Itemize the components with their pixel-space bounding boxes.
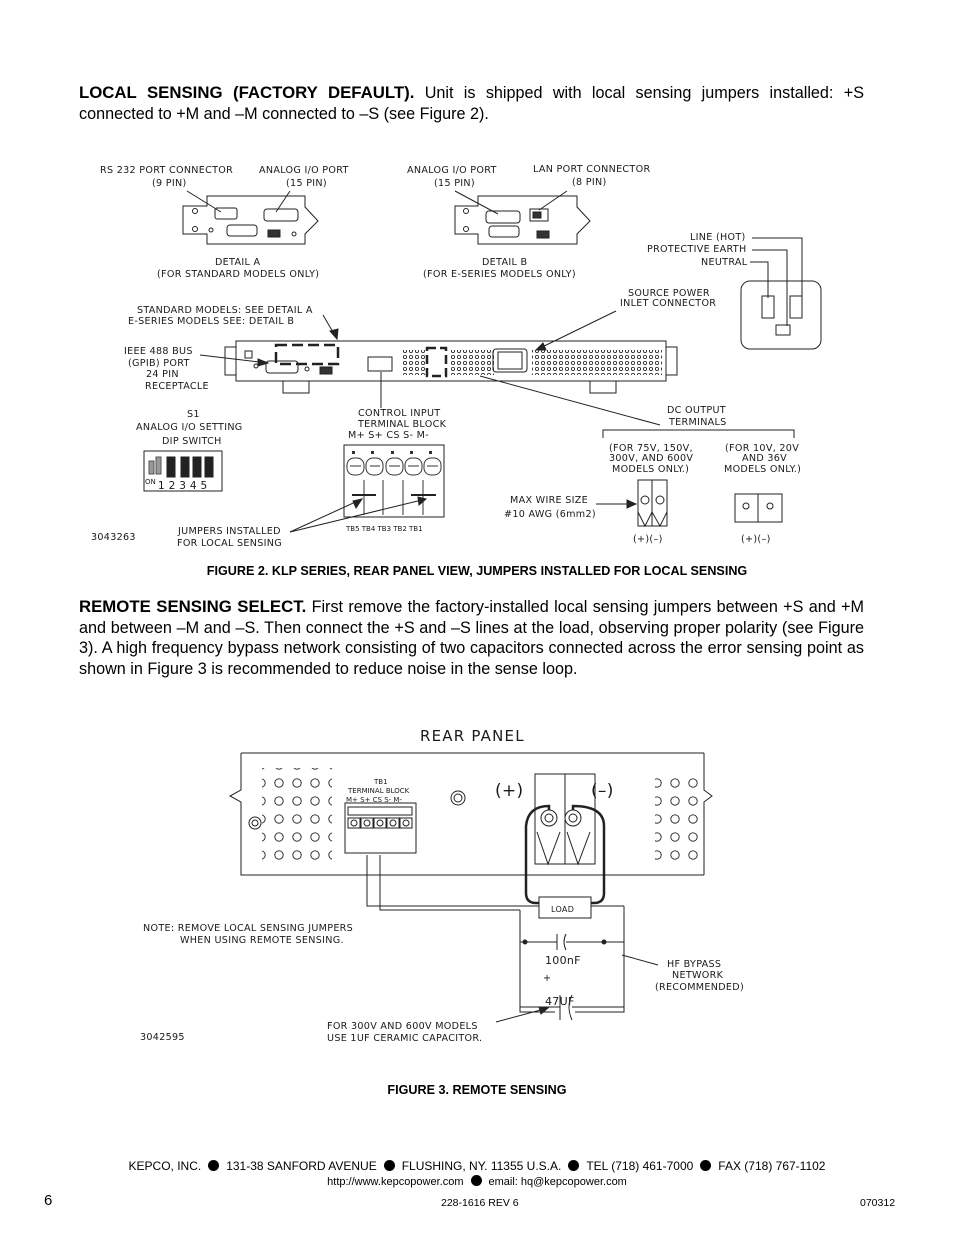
local-sensing-heading: LOCAL SENSING (FACTORY DEFAULT).: [79, 83, 415, 102]
label-detail-b: DETAIL B: [482, 257, 528, 268]
label-rear-panel: REAR PANEL: [420, 727, 525, 745]
label-load: LOAD: [551, 905, 575, 914]
label-and-36v: AND 36V: [742, 453, 788, 464]
label-neutral: NEUTRAL: [701, 257, 748, 268]
label-awg: #10 AWG (6mm2): [504, 509, 596, 520]
label-cap-plus: +: [543, 973, 552, 984]
label-rs232-pins: (9 PIN): [152, 178, 187, 189]
bullet-icon: [384, 1160, 395, 1171]
figure-3-caption: FIGURE 3. REMOTE SENSING: [387, 1083, 567, 1097]
footer-address-line: [0, 1159, 954, 1173]
footer-city: FLUSHING, NY. 11355 U.S.A.: [401, 1159, 562, 1173]
label-plus: (+): [495, 781, 524, 801]
label-tb1: TB1: [374, 778, 388, 786]
label-max-wire: MAX WIRE SIZE: [510, 495, 589, 506]
label-gpib: (GPIB) PORT: [128, 358, 190, 369]
label-dc-output: DC OUTPUT: [667, 405, 726, 416]
label-lan: LAN PORT CONNECTOR: [533, 164, 651, 175]
label-for-local-sensing: FOR LOCAL SENSING: [177, 538, 282, 549]
label-dc-terminals: TERMINALS: [669, 417, 727, 428]
footer-website-link[interactable]: http://www.kepcopower.com: [327, 1176, 464, 1188]
doc-revision: 228-1616 REV 6: [441, 1197, 519, 1209]
footer-street: 131-38 SANFORD AVENUE: [226, 1159, 377, 1173]
label-jumpers-installed: JUMPERS INSTALLED: [178, 526, 281, 537]
footer-company: KEPCO, INC.: [128, 1159, 202, 1173]
label-control-input: CONTROL INPUT: [358, 408, 441, 419]
label-ieee488: IEEE 488 BUS: [124, 346, 193, 357]
figure-2-caption: FIGURE 2. KLP SERIES, REAR PANEL VIEW, JUMPERS INSTALLED FOR LOCAL SENSING: [206, 564, 748, 578]
label-hf-bypass: HF BYPASS: [667, 959, 722, 970]
footer-email-link[interactable]: email: hq@kepcopower.com: [488, 1176, 627, 1188]
label-polarity-1: (+)(–): [633, 534, 663, 545]
label-models-only-2: MODELS ONLY.): [724, 464, 802, 475]
label-standard-models: STANDARD MODELS: SEE DETAIL A: [137, 305, 313, 316]
label-detail-b-note: (FOR E-SERIES MODELS ONLY): [423, 269, 576, 280]
bullet-icon: [700, 1160, 711, 1171]
remote-sensing-text: First remove the factory-installed local sensing jumpers between +S and +M and between –M and –S. Then connect the +S and –S lines at the load, observing proper polarity (see Figure 3). A high frequency bypass network consisting of two capacitors connected across the error sensing point as shown in Figure 3 is recommended to reduce noise in the sense loop.: [79, 598, 864, 678]
label-24pin: 24 PIN: [146, 369, 179, 380]
label-receptacle: RECEPTACLE: [145, 381, 209, 392]
label-s1: S1: [187, 409, 200, 420]
bullet-icon: [471, 1175, 482, 1186]
label-analog-b: ANALOG I/O PORT: [407, 165, 497, 176]
label-pin-names: M+ S+ CS S- M-: [348, 430, 429, 441]
label-inlet-connector: INLET CONNECTOR: [620, 298, 717, 309]
label-dip-numbers: 1 2 3 4 5: [158, 480, 208, 492]
label-analog-setting: ANALOG I/O SETTING: [136, 422, 243, 433]
label-tb-numbers: TB5 TB4 TB3 TB2 TB1: [346, 525, 423, 533]
label-lan-pins: (8 PIN): [572, 177, 607, 188]
label-fig3-terminal-block: TERMINAL BLOCK: [348, 787, 410, 795]
label-detail-a: DETAIL A: [215, 257, 261, 268]
label-eseries-models: E-SERIES MODELS SEE: DETAIL B: [128, 316, 295, 327]
label-note-2: WHEN USING REMOTE SENSING.: [180, 935, 344, 946]
label-protective-earth: PROTECTIVE EARTH: [647, 244, 747, 255]
label-use-1uf: USE 1UF CERAMIC CAPACITOR.: [327, 1033, 483, 1044]
footer-web-line: [0, 1175, 954, 1188]
label-minus: (–): [591, 781, 614, 801]
label-300v-600v: 300V, AND 600V: [609, 453, 694, 464]
label-recommended: (RECOMMENDED): [655, 982, 744, 993]
label-fig3-pins: M+ S+ CS S- M-: [346, 796, 402, 804]
label-dip-on: ON: [145, 478, 156, 486]
label-cap-47uf: 47UF: [545, 995, 575, 1008]
label-for-75v: (FOR 75V, 150V,: [609, 443, 693, 454]
label-for-300v: FOR 300V AND 600V MODELS: [327, 1021, 478, 1032]
bullet-icon: [208, 1160, 219, 1171]
label-for-10v: (FOR 10V, 20V: [725, 443, 800, 454]
page-number: 6: [44, 1192, 53, 1209]
label-analog-a-pins: (15 PIN): [286, 178, 327, 189]
label-models-only-1: MODELS ONLY.): [612, 464, 690, 475]
label-note-1: NOTE: REMOVE LOCAL SENSING JUMPERS: [143, 923, 354, 934]
label-rs232: RS 232 PORT CONNECTOR: [100, 165, 234, 176]
local-sensing-text: Unit is shipped with local sensing jumpers installed: +S connected to +M and –M connected to –S (see Figure 2).: [79, 84, 864, 123]
label-detail-a-note: (FOR STANDARD MODELS ONLY): [157, 269, 320, 280]
bullet-icon: [568, 1160, 579, 1171]
label-analog-b-pins: (15 PIN): [434, 178, 475, 189]
label-analog-a: ANALOG I/O PORT: [259, 165, 349, 176]
label-cap-100nf: 100nF: [545, 954, 581, 967]
label-line-hot: LINE (HOT): [690, 232, 746, 243]
label-source-power: SOURCE POWER: [628, 288, 710, 299]
footer-tel: TEL (718) 461-7000: [586, 1159, 694, 1173]
remote-sensing-heading: REMOTE SENSING SELECT.: [79, 597, 307, 616]
label-polarity-2: (+)(–): [741, 534, 771, 545]
label-drawing-number-2: 3043263: [91, 532, 136, 543]
date-code: 070312: [860, 1197, 896, 1209]
label-network: NETWORK: [672, 970, 724, 981]
label-terminal-block: TERMINAL BLOCK: [358, 419, 447, 430]
footer-fax: FAX (718) 767-1102: [718, 1159, 826, 1173]
label-dip-switch: DIP SWITCH: [162, 436, 222, 447]
label-drawing-number-3: 3042595: [140, 1032, 185, 1043]
